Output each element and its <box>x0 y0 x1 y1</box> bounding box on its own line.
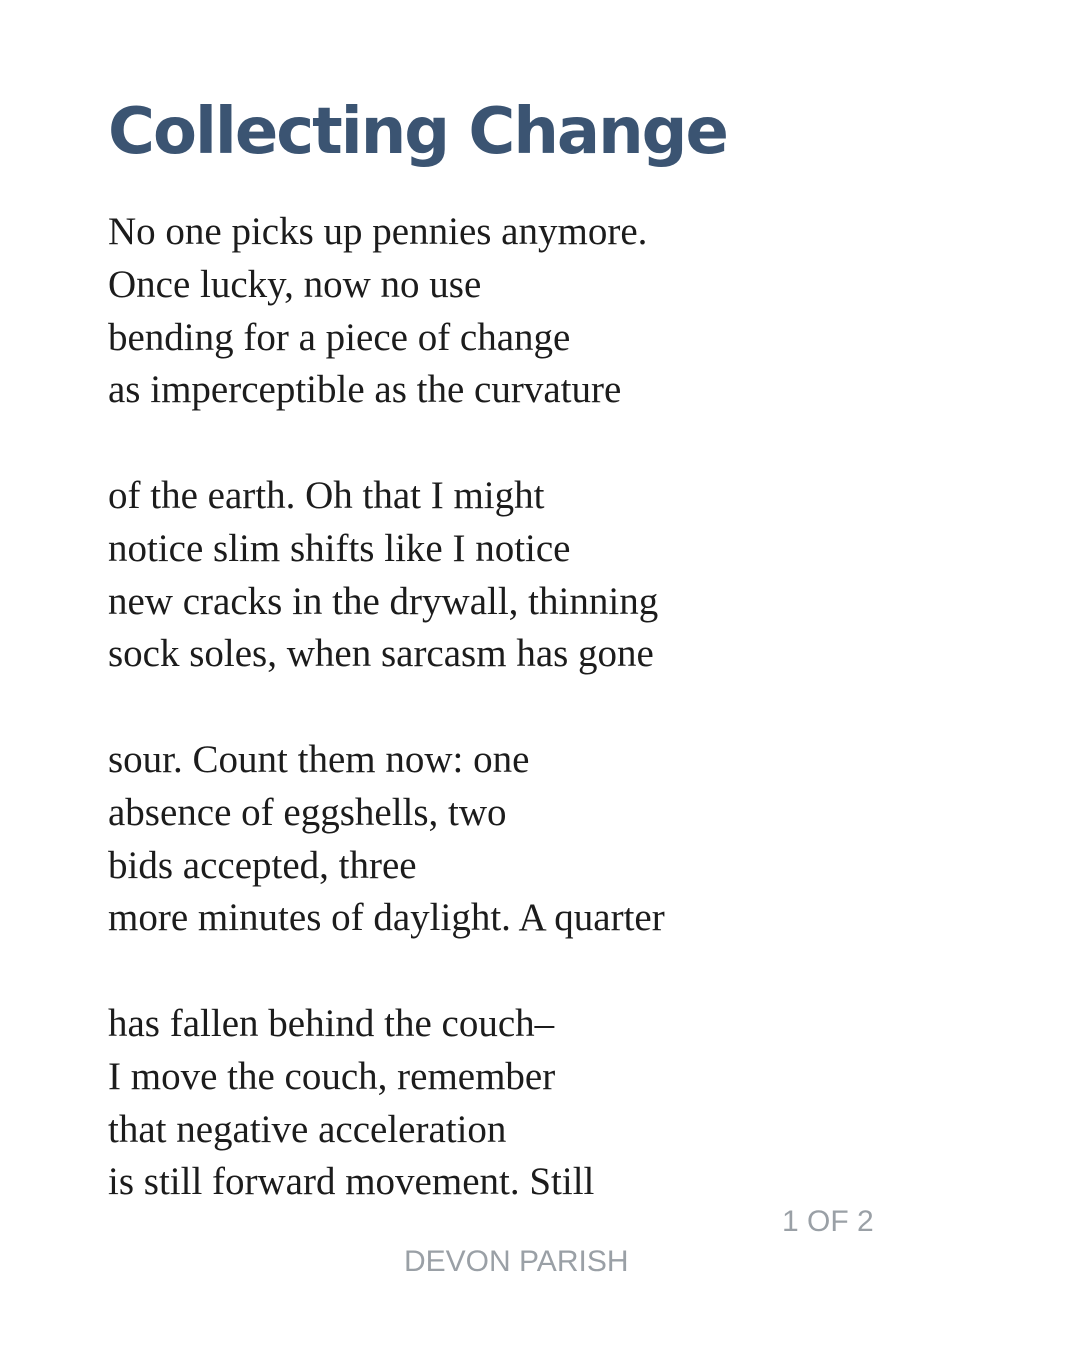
poem-line: sour. Count them now: one <box>108 737 530 781</box>
page-indicator: 1 OF 2 <box>782 1205 874 1238</box>
poem-line: of the earth. Oh that I might <box>108 473 545 517</box>
poem-line: new cracks in the drywall, thinning <box>108 579 659 623</box>
stanza-3 <box>108 734 868 945</box>
stanza-2 <box>108 470 868 681</box>
poem-body <box>108 206 868 1209</box>
poem-line: absence of eggshells, two <box>108 790 507 834</box>
poem-line: as imperceptible as the curvature <box>108 368 622 412</box>
poem-line: bending for a piece of change <box>108 315 571 359</box>
poem-line: I move the couch, remember <box>108 1054 556 1098</box>
poem-line: Once lucky, now no use <box>108 262 482 306</box>
stanza-break <box>108 417 868 470</box>
stanza-break <box>108 681 868 734</box>
poem-title: Collecting Change <box>108 95 727 169</box>
author-name: DEVON PARISH <box>404 1245 629 1278</box>
poem-line: sock soles, when sarcasm has gone <box>108 632 654 676</box>
poem-line: bids accepted, three <box>108 843 417 887</box>
stanza-4 <box>108 998 868 1209</box>
poem-line: more minutes of daylight. A quarter <box>108 896 665 940</box>
stanza-1 <box>108 206 868 417</box>
poem-line: is still forward movement. Still <box>108 1160 595 1204</box>
stanza-break <box>108 945 868 998</box>
poem-line: has fallen behind the couch– <box>108 1001 555 1045</box>
poem-line: that negative acceleration <box>108 1107 507 1151</box>
poem-line: No one picks up pennies anymore. <box>108 210 648 253</box>
poem-line: notice slim shifts like I notice <box>108 526 571 570</box>
